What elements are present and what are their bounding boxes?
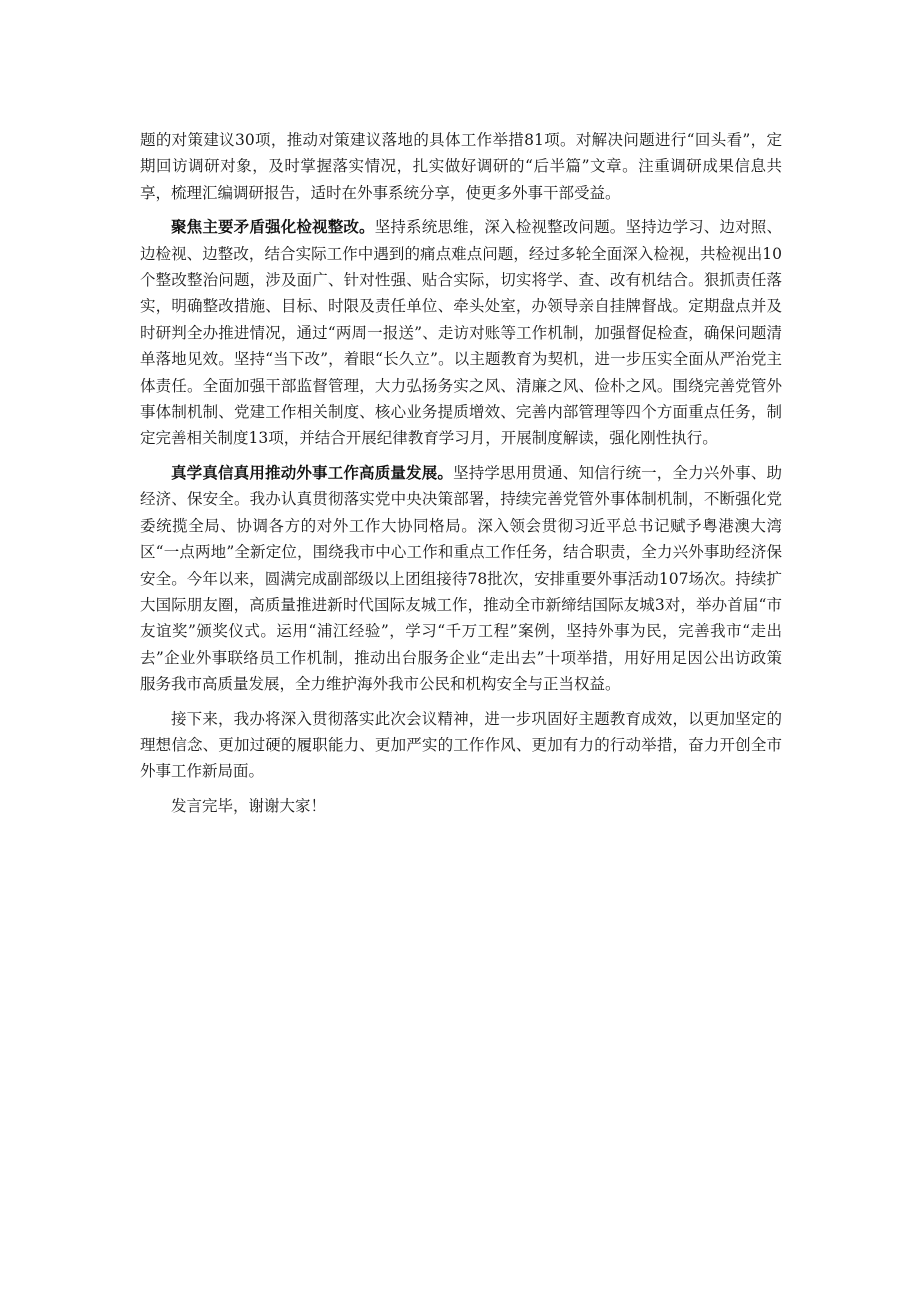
paragraph-text: 接下来，我办将深入贯彻落实此次会议精神，进一步巩固好主题教育成效，以更加坚定的理想信念、更加过硬的履职能力、更加严实的工作作风、更加有力的行动举措，奋力开创全市外事工作新局面。 (140, 709, 782, 781)
paragraph-next-steps (140, 706, 782, 785)
paragraph-research-continuation (140, 127, 782, 206)
paragraph-foreign-affairs-development (140, 460, 782, 698)
paragraph-text: 发言完毕，谢谢大家！ (171, 796, 327, 815)
paragraph-text: 坚持学思用贯通、知信行统一，全力兴外事、助经济、保安全。我办认真贯彻落实党中央决策部署，持续完善党管外事体制机制，不断强化党委统揽全局、协调各方的对外工作大协同格局。深入领会贯彻习近平总书记赋予粤港澳大湾区“一点两地”全新定位，围绕我市中心工作和重点工作任务，结合职责，全力兴外事助经济保安全。今年以来，圆满完成副部级以上团组接待78批次，安排重要外事活动107场次。持续扩大国际朋友圈，高质量推进新时代国际友城工作，推动全市新缔结国际友城3对，举办首届“市友谊奖”颁奖仪式。运用“浦江经验”，学习“千万工程”案例，坚持外事为民，完善我市“走出去”企业外事联络员工作机制，推动出台服务企业“走出去”十项举措，用好用足因公出访政策服务我市高质量发展，全力维护海外我市公民和机构安全与正当权益。 (140, 463, 782, 694)
paragraph-text: 题的对策建议30项，推动对策建议落地的具体工作举措81项。对解决问题进行“回头看”，定期回访调研对象，及时掌握落实情况，扎实做好调研的“后半篇”文章。注重调研成果信息共享，梳理汇编调研报告，适时在外事系统分享，使更多外事干部受益。 (140, 131, 782, 202)
paragraph-closing (140, 793, 782, 819)
document-body (140, 127, 782, 827)
paragraph-lead-heading: 聚焦主要矛盾强化检视整改。 (171, 218, 375, 237)
paragraph-lead-heading: 真学真信真用推动外事工作高质量发展。 (171, 463, 454, 482)
paragraph-rectification (140, 214, 782, 452)
paragraph-text: 坚持系统思维，深入检视整改问题。坚持边学习、边对照、边检视、边整改，结合实际工作中遇到的痛点难点问题，经过多轮全面深入检视，共检视出10个整改整治问题，涉及面广、针对性强、贴合实际，切实将学、查、改有机结合。狠抓责任落实，明确整改措施、目标、时限及责任单位、牵头处室，办领导亲自挂牌督战。定期盘点并及时研判全办推进情况，通过“两周一报送”、走访对账等工作机制，加强督促检查，确保问题清单落地见效。坚持“当下改”，着眼“长久立”。以主题教育为契机，进一步压实全面从严治党主体责任。全面加强干部监督管理，大力弘扬务实之风、清廉之风、俭朴之风。围绕完善党管外事体制机制、党建工作相关制度、核心业务提质增效、完善内部管理等四个方面重点任务，制定完善相关制度13项，并结合开展纪律教育学习月，开展制度解读，强化刚性执行。 (140, 218, 782, 448)
